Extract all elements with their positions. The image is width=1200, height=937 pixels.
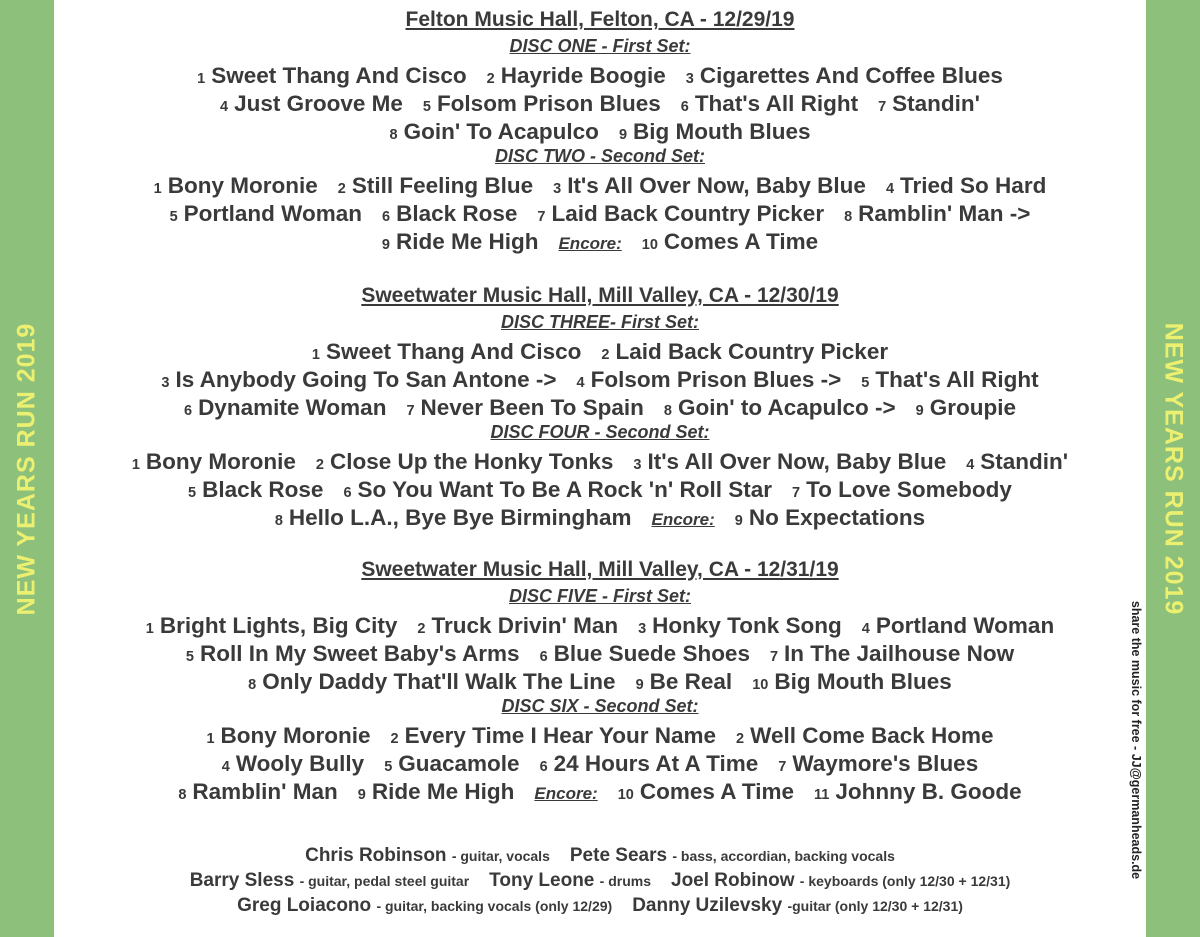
track-row — [54, 229, 1146, 255]
track-number: 6 — [382, 209, 391, 225]
track-item — [391, 723, 717, 748]
track-item — [188, 477, 323, 502]
track-title: Only Daddy That'll Walk The Line — [262, 669, 616, 694]
spine-title-left: NEW YEARS RUN 2019 — [12, 322, 41, 615]
track-number: 8 — [178, 787, 187, 803]
track-item — [752, 669, 952, 694]
track-title: Folsom Prison Blues -> — [590, 367, 842, 392]
track-row — [54, 613, 1146, 639]
track-title: Bony Moronie — [145, 449, 296, 474]
track-number: 2 — [390, 731, 399, 747]
track-number: 2 — [337, 181, 346, 197]
track-number: 8 — [274, 513, 283, 529]
track-title: Dynamite Woman — [198, 395, 387, 420]
track-title: Laid Back Country Picker — [615, 339, 889, 364]
track-number: 4 — [576, 375, 585, 391]
track-item — [878, 91, 980, 116]
tracklist-panel — [54, 0, 1146, 937]
track-item — [916, 395, 1016, 420]
track-title: Big Mouth Blues — [633, 119, 811, 144]
track-item — [382, 201, 517, 226]
track-title: Goin' to Acapulco -> — [678, 395, 896, 420]
track-item — [417, 613, 618, 638]
member-role: - guitar, pedal steel guitar — [299, 873, 470, 889]
member-role: - bass, accordian, backing vocals — [672, 848, 895, 864]
track-number: 7 — [406, 403, 415, 419]
track-number: 5 — [861, 375, 870, 391]
track-item — [553, 173, 866, 198]
track-number: 10 — [752, 677, 769, 693]
track-number: 1 — [145, 621, 154, 637]
track-number: 2 — [601, 347, 610, 363]
disc-title: DISC SIX - Second Set: — [501, 696, 699, 716]
track-row — [54, 395, 1146, 421]
member-role: -guitar (only 12/30 + 12/31) — [787, 898, 963, 914]
track-number: 7 — [792, 485, 801, 501]
track-item — [619, 119, 811, 144]
track-number: 10 — [617, 787, 634, 803]
track-title: Be Real — [649, 669, 733, 694]
track-title: Wooly Bully — [235, 751, 365, 776]
track-item — [390, 119, 599, 144]
track-item — [275, 505, 632, 530]
track-item — [316, 449, 613, 474]
track-row — [54, 449, 1146, 475]
track-item — [197, 63, 467, 88]
track-title: Ramblin' Man -> — [858, 201, 1031, 226]
track-number: 5 — [422, 99, 431, 115]
track-item — [636, 669, 733, 694]
track-item — [222, 751, 364, 776]
track-number: 4 — [966, 457, 975, 473]
track-title: Blue Suede Shoes — [553, 641, 750, 666]
track-number: 3 — [685, 71, 694, 87]
member-name: Danny Uzilevsky — [632, 895, 783, 916]
track-item — [736, 723, 994, 748]
band-member — [632, 895, 963, 916]
track-title: Ramblin' Man — [192, 779, 338, 804]
venue-title: Felton Music Hall, Felton, CA - 12/29/19 — [405, 8, 795, 31]
track-item — [312, 339, 582, 364]
track-row — [54, 367, 1146, 393]
track-item — [681, 91, 858, 116]
track-number: 2 — [315, 457, 324, 473]
track-item — [770, 641, 1014, 666]
track-item — [184, 395, 386, 420]
track-item — [792, 477, 1012, 502]
encore-label: Encore: — [651, 510, 715, 529]
track-item — [537, 201, 824, 226]
track-number: 7 — [778, 759, 787, 775]
track-number: 11 — [814, 787, 830, 803]
track-item — [186, 641, 520, 666]
track-item — [132, 449, 296, 474]
track-item — [642, 229, 818, 254]
track-number: 3 — [638, 621, 647, 637]
track-title: Black Rose — [202, 477, 324, 502]
spine-title-right: NEW YEARS RUN 2019 — [1159, 322, 1188, 615]
track-number: 6 — [343, 485, 352, 501]
member-role: - guitar, vocals — [451, 848, 550, 864]
band-member — [570, 845, 895, 866]
track-title: No Expectations — [748, 505, 926, 530]
track-title: It's All Over Now, Baby Blue — [567, 173, 866, 198]
track-item — [423, 91, 661, 116]
member-name: Joel Robinow — [671, 870, 795, 891]
track-number: 6 — [539, 649, 548, 665]
track-title: Ride Me High — [371, 779, 515, 804]
track-row — [54, 91, 1146, 117]
track-number: 2 — [736, 731, 745, 747]
track-number: 1 — [197, 71, 206, 87]
band-member — [305, 845, 550, 866]
track-number: 8 — [663, 403, 672, 419]
track-item — [406, 395, 643, 420]
track-number: 3 — [161, 375, 170, 391]
track-row — [54, 477, 1146, 503]
track-title: Standin' — [892, 91, 981, 116]
track-title: Bony Moronie — [220, 723, 371, 748]
track-title: Close Up the Honky Tonks — [330, 449, 614, 474]
track-item — [540, 751, 759, 776]
track-number: 9 — [618, 127, 628, 143]
track-item — [633, 449, 946, 474]
track-number: 4 — [861, 621, 870, 637]
track-number: 9 — [635, 677, 644, 693]
band-member — [671, 870, 1010, 891]
track-number: 9 — [915, 403, 924, 419]
track-title: Standin' — [980, 449, 1069, 474]
track-number: 9 — [357, 787, 366, 803]
band-row — [54, 870, 1146, 892]
track-row — [54, 751, 1146, 777]
band-member — [190, 870, 469, 891]
track-item — [886, 173, 1046, 198]
track-item — [778, 751, 978, 776]
venue-title: Sweetwater Music Hall, Mill Valley, CA - 12/30/19 — [361, 284, 839, 307]
disc-title: DISC FOUR - Second Set: — [490, 422, 710, 442]
disc-title: DISC THREE- First Set: — [500, 312, 700, 332]
track-title: Black Rose — [396, 201, 518, 226]
member-name: Greg Loiacono — [237, 895, 372, 916]
spine-right — [1146, 0, 1200, 937]
track-number: 1 — [153, 181, 162, 197]
track-row — [54, 339, 1146, 365]
track-row — [54, 669, 1146, 695]
track-title: To Love Somebody — [806, 477, 1012, 502]
track-item — [862, 613, 1054, 638]
track-number: 2 — [486, 71, 495, 87]
track-item — [638, 613, 842, 638]
track-number: 8 — [248, 677, 257, 693]
track-row — [54, 63, 1146, 89]
track-number: 3 — [553, 181, 562, 197]
member-role: - drums — [599, 873, 651, 889]
share-note: share the music for free - JJ@germanheads.de — [1129, 600, 1143, 880]
track-item — [178, 779, 337, 804]
track-number: 5 — [185, 649, 194, 665]
member-name: Tony Leone — [489, 870, 595, 891]
track-item — [161, 367, 556, 392]
track-row — [54, 201, 1146, 227]
track-item — [358, 779, 515, 804]
track-number: 5 — [384, 759, 393, 775]
track-item — [686, 63, 1003, 88]
track-number: 7 — [769, 649, 779, 665]
track-title: Big Mouth Blues — [774, 669, 952, 694]
track-title: Tried So Hard — [900, 173, 1047, 198]
band-row — [54, 845, 1146, 867]
track-number: 8 — [389, 127, 398, 143]
track-number: 1 — [131, 457, 140, 473]
track-title: Is Anybody Going To San Antone -> — [175, 367, 557, 392]
track-number: 5 — [169, 209, 178, 225]
track-title: Portland Woman — [875, 613, 1055, 638]
track-title: Portland Woman — [183, 201, 363, 226]
disc-title: DISC TWO - Second Set: — [494, 146, 705, 166]
track-title: It's All Over Now, Baby Blue — [647, 449, 947, 474]
track-number: 1 — [311, 347, 320, 363]
track-title: Comes A Time — [663, 229, 819, 254]
track-title: Hayride Boogie — [500, 63, 666, 88]
track-item — [146, 613, 398, 638]
track-title: That's All Right — [875, 367, 1039, 392]
encore-label: Encore: — [558, 234, 622, 253]
venue-title: Sweetwater Music Hall, Mill Valley, CA - 12/31/19 — [361, 558, 839, 581]
track-number: 6 — [539, 759, 548, 775]
track-number: 4 — [219, 99, 229, 115]
track-title: Truck Drivin' Man — [431, 613, 619, 638]
band-row — [54, 895, 1146, 917]
disc-title: DISC ONE - First Set: — [509, 36, 691, 56]
track-title: That's All Right — [694, 91, 859, 116]
band-member — [237, 895, 612, 916]
track-title: Waymore's Blues — [792, 751, 979, 776]
track-title: Well Come Back Home — [750, 723, 994, 748]
track-title: Still Feeling Blue — [351, 173, 534, 198]
track-item — [343, 477, 772, 502]
track-item — [382, 229, 539, 254]
track-row — [54, 505, 1146, 531]
track-item — [170, 201, 362, 226]
track-item — [601, 339, 888, 364]
track-number: 5 — [188, 485, 197, 501]
track-item — [664, 395, 896, 420]
track-number: 7 — [537, 209, 546, 225]
track-title: Groupie — [929, 395, 1016, 420]
spine-left — [0, 0, 54, 937]
track-number: 9 — [734, 513, 743, 529]
track-item — [154, 173, 318, 198]
track-number: 4 — [885, 181, 895, 197]
track-item — [540, 641, 750, 666]
track-number: 8 — [844, 209, 853, 225]
member-name: Barry Sless — [189, 870, 295, 891]
track-number: 3 — [633, 457, 642, 473]
track-row — [54, 641, 1146, 667]
track-title: Hello L.A., Bye Bye Birmingham — [288, 505, 632, 530]
encore-label: Encore: — [534, 784, 598, 803]
track-item — [618, 779, 794, 804]
track-item — [248, 669, 615, 694]
track-number: 6 — [183, 403, 193, 419]
track-item — [966, 449, 1068, 474]
track-title: Comes A Time — [639, 779, 795, 804]
track-title: Laid Back Country Picker — [551, 201, 825, 226]
track-title: Roll In My Sweet Baby's Arms — [199, 641, 520, 666]
track-title: Ride Me High — [395, 229, 539, 254]
track-number: 7 — [878, 99, 887, 115]
track-title: Folsom Prison Blues — [436, 91, 661, 116]
track-row — [54, 779, 1146, 805]
track-item — [861, 367, 1038, 392]
track-item — [338, 173, 533, 198]
track-title: So You Want To Be A Rock 'n' Roll Star — [357, 477, 772, 502]
track-title: Guacamole — [398, 751, 520, 776]
track-row — [54, 119, 1146, 145]
track-row — [54, 723, 1146, 749]
track-number: 2 — [417, 621, 426, 637]
member-name: Pete Sears — [569, 845, 668, 866]
track-number: 10 — [641, 237, 658, 253]
member-role: - guitar, backing vocals (only 12/29) — [376, 898, 613, 914]
track-item — [206, 723, 370, 748]
track-title: Never Been To Spain — [420, 395, 644, 420]
track-item — [577, 367, 842, 392]
track-title: Bony Moronie — [167, 173, 318, 198]
track-item — [487, 63, 666, 88]
track-number: 4 — [221, 759, 230, 775]
track-row — [54, 173, 1146, 199]
track-title: Honky Tonk Song — [652, 613, 842, 638]
track-item — [814, 779, 1022, 804]
track-title: Every Time I Hear Your Name — [404, 723, 717, 748]
track-item — [844, 201, 1030, 226]
track-title: In The Jailhouse Now — [784, 641, 1015, 666]
track-number: 6 — [680, 99, 689, 115]
track-title: Sweet Thang And Cisco — [211, 63, 467, 88]
track-title: Johnny B. Goode — [835, 779, 1022, 804]
track-title: Goin' To Acapulco — [403, 119, 599, 144]
disc-title: DISC FIVE - First Set: — [508, 586, 692, 606]
band-member — [489, 870, 651, 891]
track-number: 9 — [381, 237, 390, 253]
track-item — [735, 505, 925, 530]
track-number: 1 — [206, 731, 215, 747]
track-item — [220, 91, 403, 116]
track-title: Bright Lights, Big City — [159, 613, 398, 638]
track-title: Sweet Thang And Cisco — [325, 339, 582, 364]
member-role: - keyboards (only 12/30 + 12/31) — [799, 873, 1011, 889]
track-item — [384, 751, 519, 776]
track-title: Just Groove Me — [234, 91, 403, 116]
track-title: 24 Hours At A Time — [553, 751, 759, 776]
track-title: Cigarettes And Coffee Blues — [699, 63, 1003, 88]
member-name: Chris Robinson — [305, 845, 447, 866]
